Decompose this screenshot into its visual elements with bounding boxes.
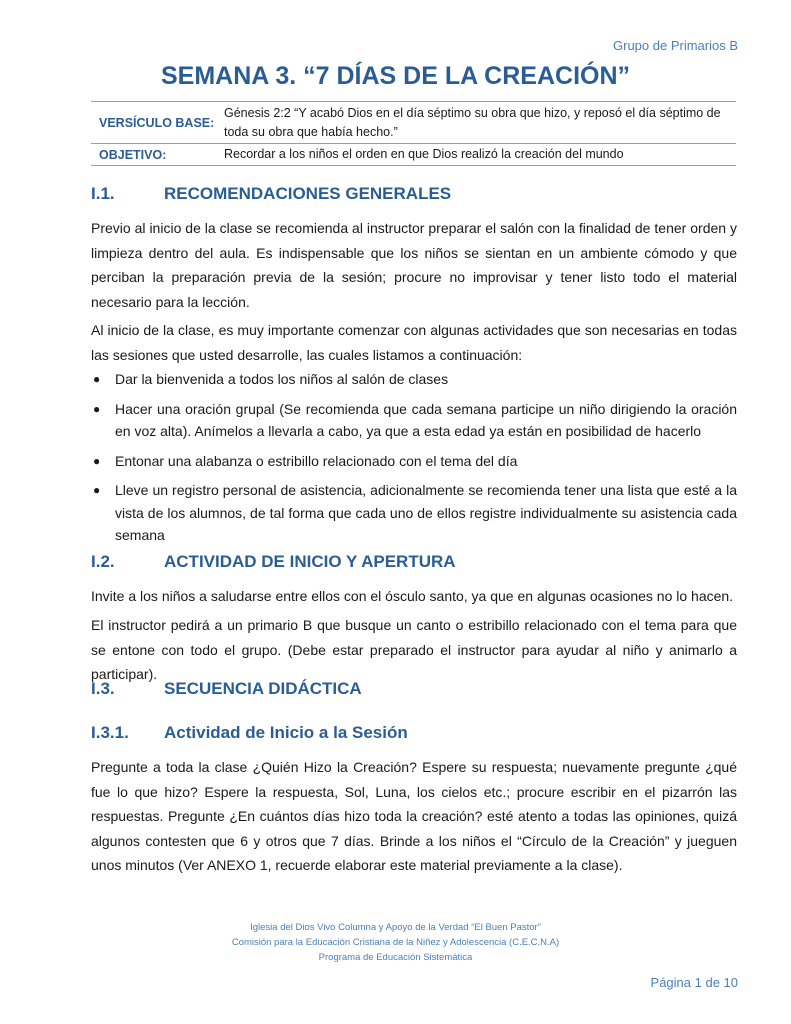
objetivo-label: OBJETIVO: bbox=[91, 144, 224, 166]
versiculo-label: VERSÍCULO BASE: bbox=[91, 102, 224, 144]
objetivo-text: Recordar a los niños el orden en que Dios realizó la creación del mundo bbox=[224, 144, 736, 166]
footer-line: Iglesia del Dios Vivo Columna y Apoyo de la Verdad “El Buen Pastor” bbox=[250, 922, 541, 933]
section-number: I.2. bbox=[91, 552, 115, 571]
section-title: ACTIVIDAD DE INICIO Y APERTURA bbox=[164, 552, 456, 571]
paragraph: Pregunte a toda la clase ¿Quién Hizo la Creación? Espere su respuesta; nuevamente pregunte ¿qué fue lo que hizo? Espere la respuesta, Sol, Luna, los cielos etc.; procure escribir en el pizarrón las respuestas. Pregunte ¿En cuántos días hizo toda la creación? esté atento a todas las opiniones, quizá algunos contesten que 6 y otros que 7 días. Brinde a los niños el “Círculo de la Creación” y jueguen unos minutos (Ver ANEXO 1, recuerde elaborar este material previamente a la clase). bbox=[91, 759, 737, 873]
recommendations-list bbox=[91, 368, 737, 554]
list-item: ● Lleve un registro personal de asistencia, adicionalmente se recomienda tener una lista que esté a la vista de los alumnos, de tal forma que cada uno de ellos registre individualmente su asistencia cada semana bbox=[91, 479, 737, 547]
list-item: ● Dar la bienvenida a todos los niños al salón de clases bbox=[91, 368, 737, 391]
footer-line: Programa de Educación Sistemática bbox=[318, 952, 473, 963]
info-table bbox=[91, 101, 736, 166]
group-header: Grupo de Primarios B bbox=[613, 38, 738, 53]
section-number: I.3. bbox=[91, 679, 115, 698]
section-title: SECUENCIA DIDÁCTICA bbox=[164, 679, 362, 698]
section-heading-1 bbox=[91, 184, 451, 204]
versiculo-text: Génesis 2:2 “Y acabó Dios en el día séptimo su obra que hizo, y reposó el día séptimo de toda su obra que había hecho.” bbox=[224, 102, 736, 144]
page-title: SEMANA 3. “7 DÍAS DE LA CREACIÓN” bbox=[160, 62, 631, 90]
list-item: ● Hacer una oración grupal (Se recomienda que cada semana participe un niño dirigiendo la oración en voz alta). Anímelos a llevarla a cabo, ya que a esta edad ya están en posibilidad de hacerlo bbox=[91, 398, 737, 443]
page-number: Página 1 de 10 bbox=[650, 975, 738, 990]
footer bbox=[0, 920, 791, 965]
section-number: I.3.1. bbox=[91, 723, 129, 742]
section-title: RECOMENDACIONES GENERALES bbox=[164, 184, 452, 203]
footer-line: Comisión para la Educación Cristiana de la Niñez y Adolescencia (C.E.C.N.A) bbox=[231, 937, 560, 948]
subsection-heading bbox=[91, 723, 408, 743]
paragraph: Previo al inicio de la clase se recomienda al instructor preparar el salón con la finalidad de tener orden y limpieza dentro del aula. Es indispensable que los niños se sientan en un ambiente cómodo y que perciban la preparación previa de la sesión; procure no improvisar y tener listo todo el material necesario para la lección. bbox=[91, 220, 737, 310]
bullet-icon: ● bbox=[93, 372, 101, 386]
list-item: ● Entonar una alabanza o estribillo relacionado con el tema del día bbox=[91, 450, 737, 473]
bullet-icon: ● bbox=[93, 453, 101, 468]
bullet-icon: ● bbox=[93, 483, 101, 497]
section-title: Actividad de Inicio a la Sesión bbox=[164, 723, 408, 742]
paragraph: Invite a los niños a saludarse entre ellos con el ósculo santo, ya que en algunas ocasiones no lo hacen. bbox=[91, 588, 734, 604]
section-heading-3 bbox=[91, 679, 362, 699]
paragraph: Al inicio de la clase, es muy importante comenzar con algunas actividades que son necesarias en todas las sesiones que usted desarrolle, las cuales listamos a continuación: bbox=[91, 322, 737, 363]
paragraph: El instructor pedirá a un primario B que busque un canto o estribillo relacionado con el tema para que se entone con todo el grupo. (Debe estar preparado el instructor para ayudar al niño y animarlo a participar). bbox=[91, 617, 737, 682]
section-heading-2 bbox=[91, 552, 456, 572]
versiculo-row bbox=[91, 102, 736, 144]
section-number: I.1. bbox=[91, 184, 115, 203]
bullet-icon: ● bbox=[93, 401, 101, 416]
objetivo-row bbox=[91, 144, 736, 166]
